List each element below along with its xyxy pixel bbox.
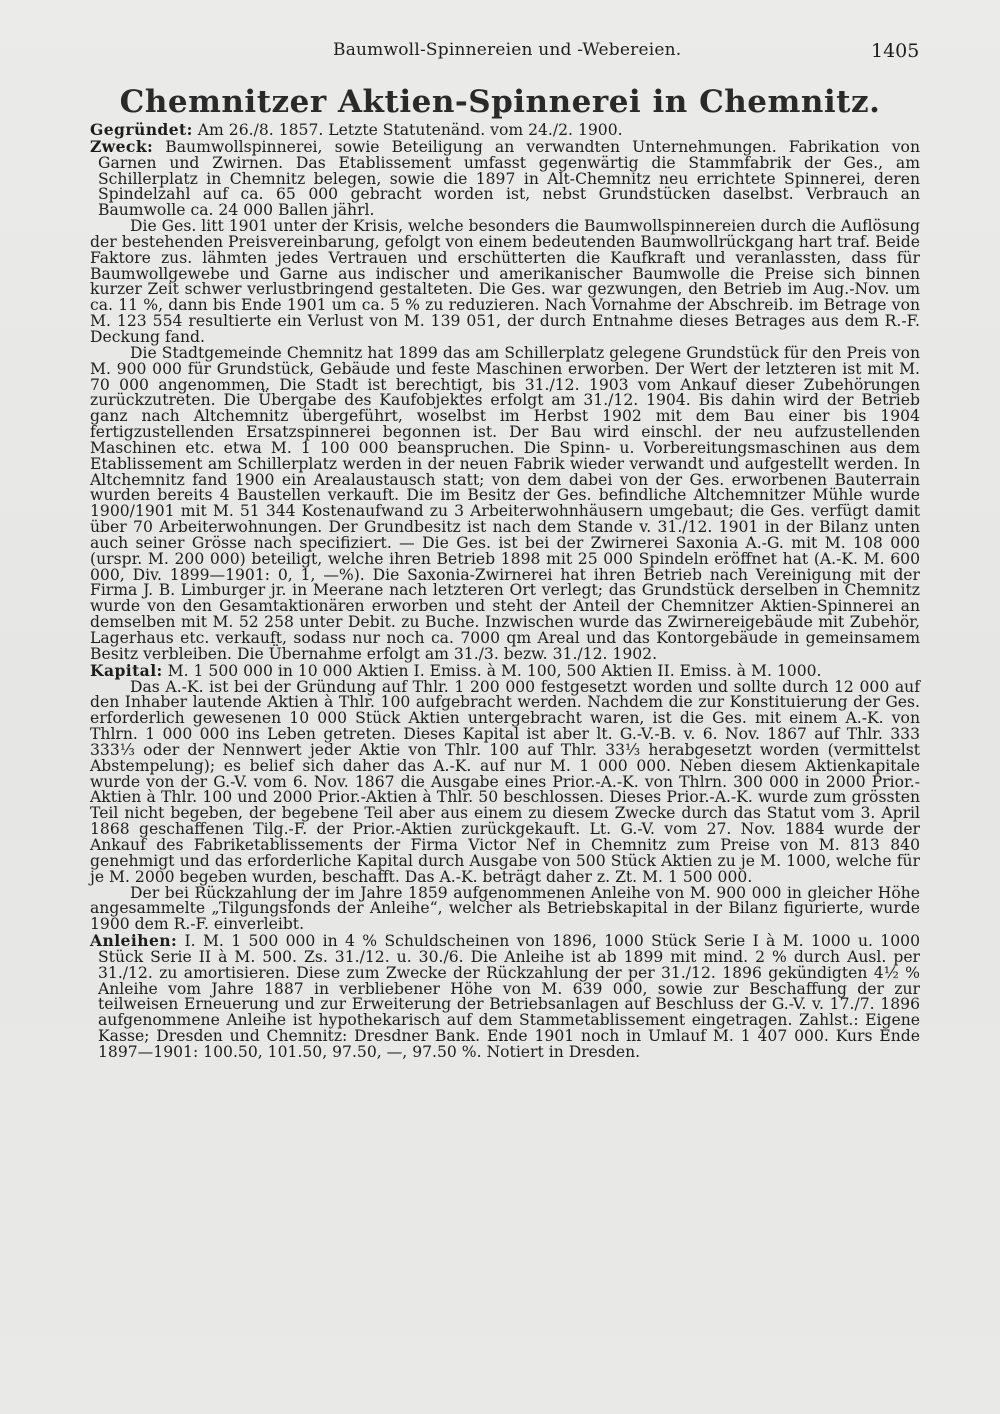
kapital-paragraph-2: Das A.-K. ist bei der Gründung auf Thlr. 1 200 000 festgesetzt worden und sollte durch 12 000 auf den Inhaber lautende Aktien à Thlr. 100 aufgebracht werden. Nachdem die zur Konstituierung der Ges. erforderlich gewesenen 10 000 Stück Aktien untergebracht waren, ist die Ges. mit einem A.-K. von Thlrn. 1 000 000 ins Leben getreten. Dieses Kapital ist aber lt. G.-V.-B. v. 6. Nov. 1867 auf Thlr. 333 333⅓ oder der Nennwert jeder Aktie von Thlr. 100 auf Thlr. 33⅓ herabgesetzt worden (vermittelst Abstempelung); es belief sich daher das A.-K. auf nur M. 1 000 000. Neben diesem Aktienkapitale wurde von der G.-V. vom 6. Nov. 1867 die Ausgabe eines Prior.-A.-K. von Thlrn. 300 000 in 2000 Prior.-Aktien à Thlr. 100 und 2000 Prior.-Aktien à Thlr. 50 beschlossen. Dieses Prior.-A.-K. wurde zum grössten Teil nicht begeben, der begebene Teil aber aus einem zu diesem Zwecke durch das Statut vom 3. April 1868 geschaffenen Tilg.-F. der Prior.-Aktien zurückgekauft. Lt. G.-V. vom 27. Nov. 1884 wurde der Ankauf des Fabriketablissements der Firma Victor Nef in Chemnitz zum Preise von M. 813 840 genehmigt und das erforderliche Kapital durch Ausgabe von 500 Stück Aktien zu je M. 1000, welche für je M. 2000 begeben wurden, beschafft. Das A.-K. beträgt daher z. Zt. M. 1 500 000. — [90, 677, 920, 886]
kapital-paragraph-3: Der bei Rückzahlung der im Jahre 1859 aufgenommenen Anleihe von M. 900 000 in gleicher Höhe angesammelte „Tilgungsfonds der Anleihe“, welcher als Betriebskapital in der Bilanz figurierte, wurde 1900 dem R.-F. einverleibt. — [90, 883, 920, 934]
entry-gegruendet — [90, 122, 920, 139]
text-gegruendet: Am 26./8. 1857. Letzte Statutenänd. vom 24./2. 1900. — [197, 121, 623, 139]
zweck-paragraph-3: Die Stadtgemeinde Chemnitz hat 1899 das am Schillerplatz gelegene Grundstück für den Preis von M. 900 000 für Grundstück, Gebäude und feste Maschinen erworben. Der Wert der letzteren ist mit M. 70 000 angenommen. Die Stadt ist berechtigt, bis 31./12. 1903 vom Ankauf dieser Zubehörungen zurückzutreten. Die Übergabe des Kaufobjektes erfolgt am 31./12. 1904. Bis dahin wird der Betrieb ganz nach Altchemnitz übergeführt, woselbst im Herbst 1902 mit dem Bau einer bis 1904 fertigzustellenden Ersatzspinnerei begonnen ist. Der Bau wird einschl. der neu aufzustellenden Maschinen etc. etwa M. 1 100 000 beanspruchen. Die Spinn- u. Vorbereitungsmaschinen aus dem Etablissement am Schillerplatz werden in der neuen Fabrik wieder verwandt und aufgestellt werden. In Altchemnitz fand 1900 ein Arealaustausch statt; von dem dabei von der Ges. erworbenen Bauterrain wurden bereits 4 Baustellen verkauft. Die im Besitz der Ges. befindliche Altchemnitzer Mühle wurde 1900/1901 mit M. 51 344 Kostenaufwand zu 3 Arbeiterwohnhäusern umgebaut; die Ges. verfügt damit über 70 Arbeiterwohnungen. Der Grundbesitz ist nach dem Stande v. 31./12. 1901 in der Bilanz unten auch seiner Grösse nach specifiziert. — Die Ges. ist bei der Zwirnerei Saxonia A.-G. mit M. 108 000 (urspr. M. 200 000) beteiligt, welche ihren Betrieb 1898 mit 25 000 Spindeln eröffnet hat (A.-K. M. 600 000, Div. 1899—1901: 0, 1, —%). Die Saxonia-Zwirnerei hat ihren Betrieb nach Vereinigung mit der Firma J. B. Limburger jr. in Meerane nach letzteren Ort verlegt; das Grundstück derselben in Chemnitz wurde von den Gesamtaktionären erworben und steht der Anteil der Chemnitzer Aktien-Spinnerei an demselben mit M. 52 258 unter Debit. zu Buche. Inzwischen wurde das Zwirnereigebäude mit Zubehör, Lagerhaus etc. verkauft, sodass nur noch ca. 7000 qm Areal und das Kontorgebäude in gemeinsamem Besitz verbleiben. Die Übernahme erfolgt am 31./3. bezw. 31./12. 1902. — [90, 343, 920, 663]
label-zweck: Zweck: — [90, 136, 154, 156]
entry-anleihen — [90, 933, 920, 1061]
text-anleihen: I. M. 1 500 000 in 4 % Schuldscheinen von 1896, 1000 Stück Serie I à M. 1000 u. 1000 Stück Serie II à M. 500. Zs. 31./12. u. 30./6. Die Anleihe ist ab 1899 mit mind. 2 % durch Ausl. per 31./12. zu amortisieren. Diese zum Zwecke der Rückzahlung der per 31./12. 1896 gekündigten 4½ % Anleihe vom Jahre 1887 in verbliebener Höhe von M. 639 000, sowie zur Beschaffung der zur teilweisen Erneuerung und zur Erweiterung der Betriebsanlagen auf Beschluss der G.-V. v. 17./7. 1896 aufgenommene Anleihe ist hypothekarisch auf dem Stammetablissement eingetragen. Zahlst.: Eigene Kasse; Dresden und Chemnitz: Dresdner Bank. Ende 1901 noch in Umlauf M. 1 407 000. Kurs Ende 1897—1901: 100.50, 101.50, 97.50, —, 97.50 %. Notiert in Dresden. — [98, 932, 920, 1061]
label-kapital: Kapital: — [90, 660, 163, 680]
zweck-paragraph-2: Die Ges. litt 1901 unter der Krisis, welche besonders die Baumwollspinnereien durch die Auflösung der bestehenden Preisvereinbarung, gefolgt von einem bedeutenden Baumwollrückgang hart traf. Beide Faktore zus. lähmten jedes Vertrauen und erschütterten die Kaufkraft und veranlassten, dass für Baumwollgewebe und Garne aus indischer und amerikanischer Baumwolle die Preise sich binnen kurzer Zeit schwer verlustbringend gestalteten. Die Ges. war gezwungen, den Betrieb im Aug.-Nov. um ca. 11 %, dann bis Ende 1901 um ca. 5 % zu reduzieren. Nach Vornahme der Abschreib. im Betrage von M. 123 554 resultierte ein Verlust von M. 139 051, der durch Entnahme dieses Betrages aus dem R.-F. Deckung fand. — [90, 217, 920, 346]
label-gegruendet: Gegründet: — [90, 120, 193, 139]
page-number: 1405 — [871, 40, 920, 62]
text-kapital: M. 1 500 000 in 10 000 Aktien I. Emiss. à M. 100, 500 Aktien II. Emiss. à M. 1000. — [167, 661, 822, 680]
entry-zweck — [90, 136, 920, 220]
article-body — [90, 122, 920, 1061]
text-zweck: Baumwollspinnerei, sowie Beteiligung an verwandten Unternehmungen. Fabrikation von Garnen und Zwirnen. Das Etablissement umfasst gegenwärtig die Stammfabrik der Ges., am Schillerplatz in Chemnitz belegen, sowie die 1897 in Alt-Chemnitz neu errichtete Spinnerei, deren Spindelzahl auf ca. 65 000 gebracht worden ist, nebst Grundstücken daselbst. Verbrauch an Baumwolle ca. 24 000 Ballen jährl. — [98, 137, 920, 220]
article-title: Chemnitzer Aktien-Spinnerei in Chemnitz. — [119, 84, 881, 120]
running-head-section: Baumwoll-Spinnereien und -Webereien. — [333, 40, 682, 60]
label-anleihen: Anleihen: — [90, 931, 178, 951]
entry-kapital — [90, 660, 920, 680]
running-head — [0, 40, 1000, 64]
